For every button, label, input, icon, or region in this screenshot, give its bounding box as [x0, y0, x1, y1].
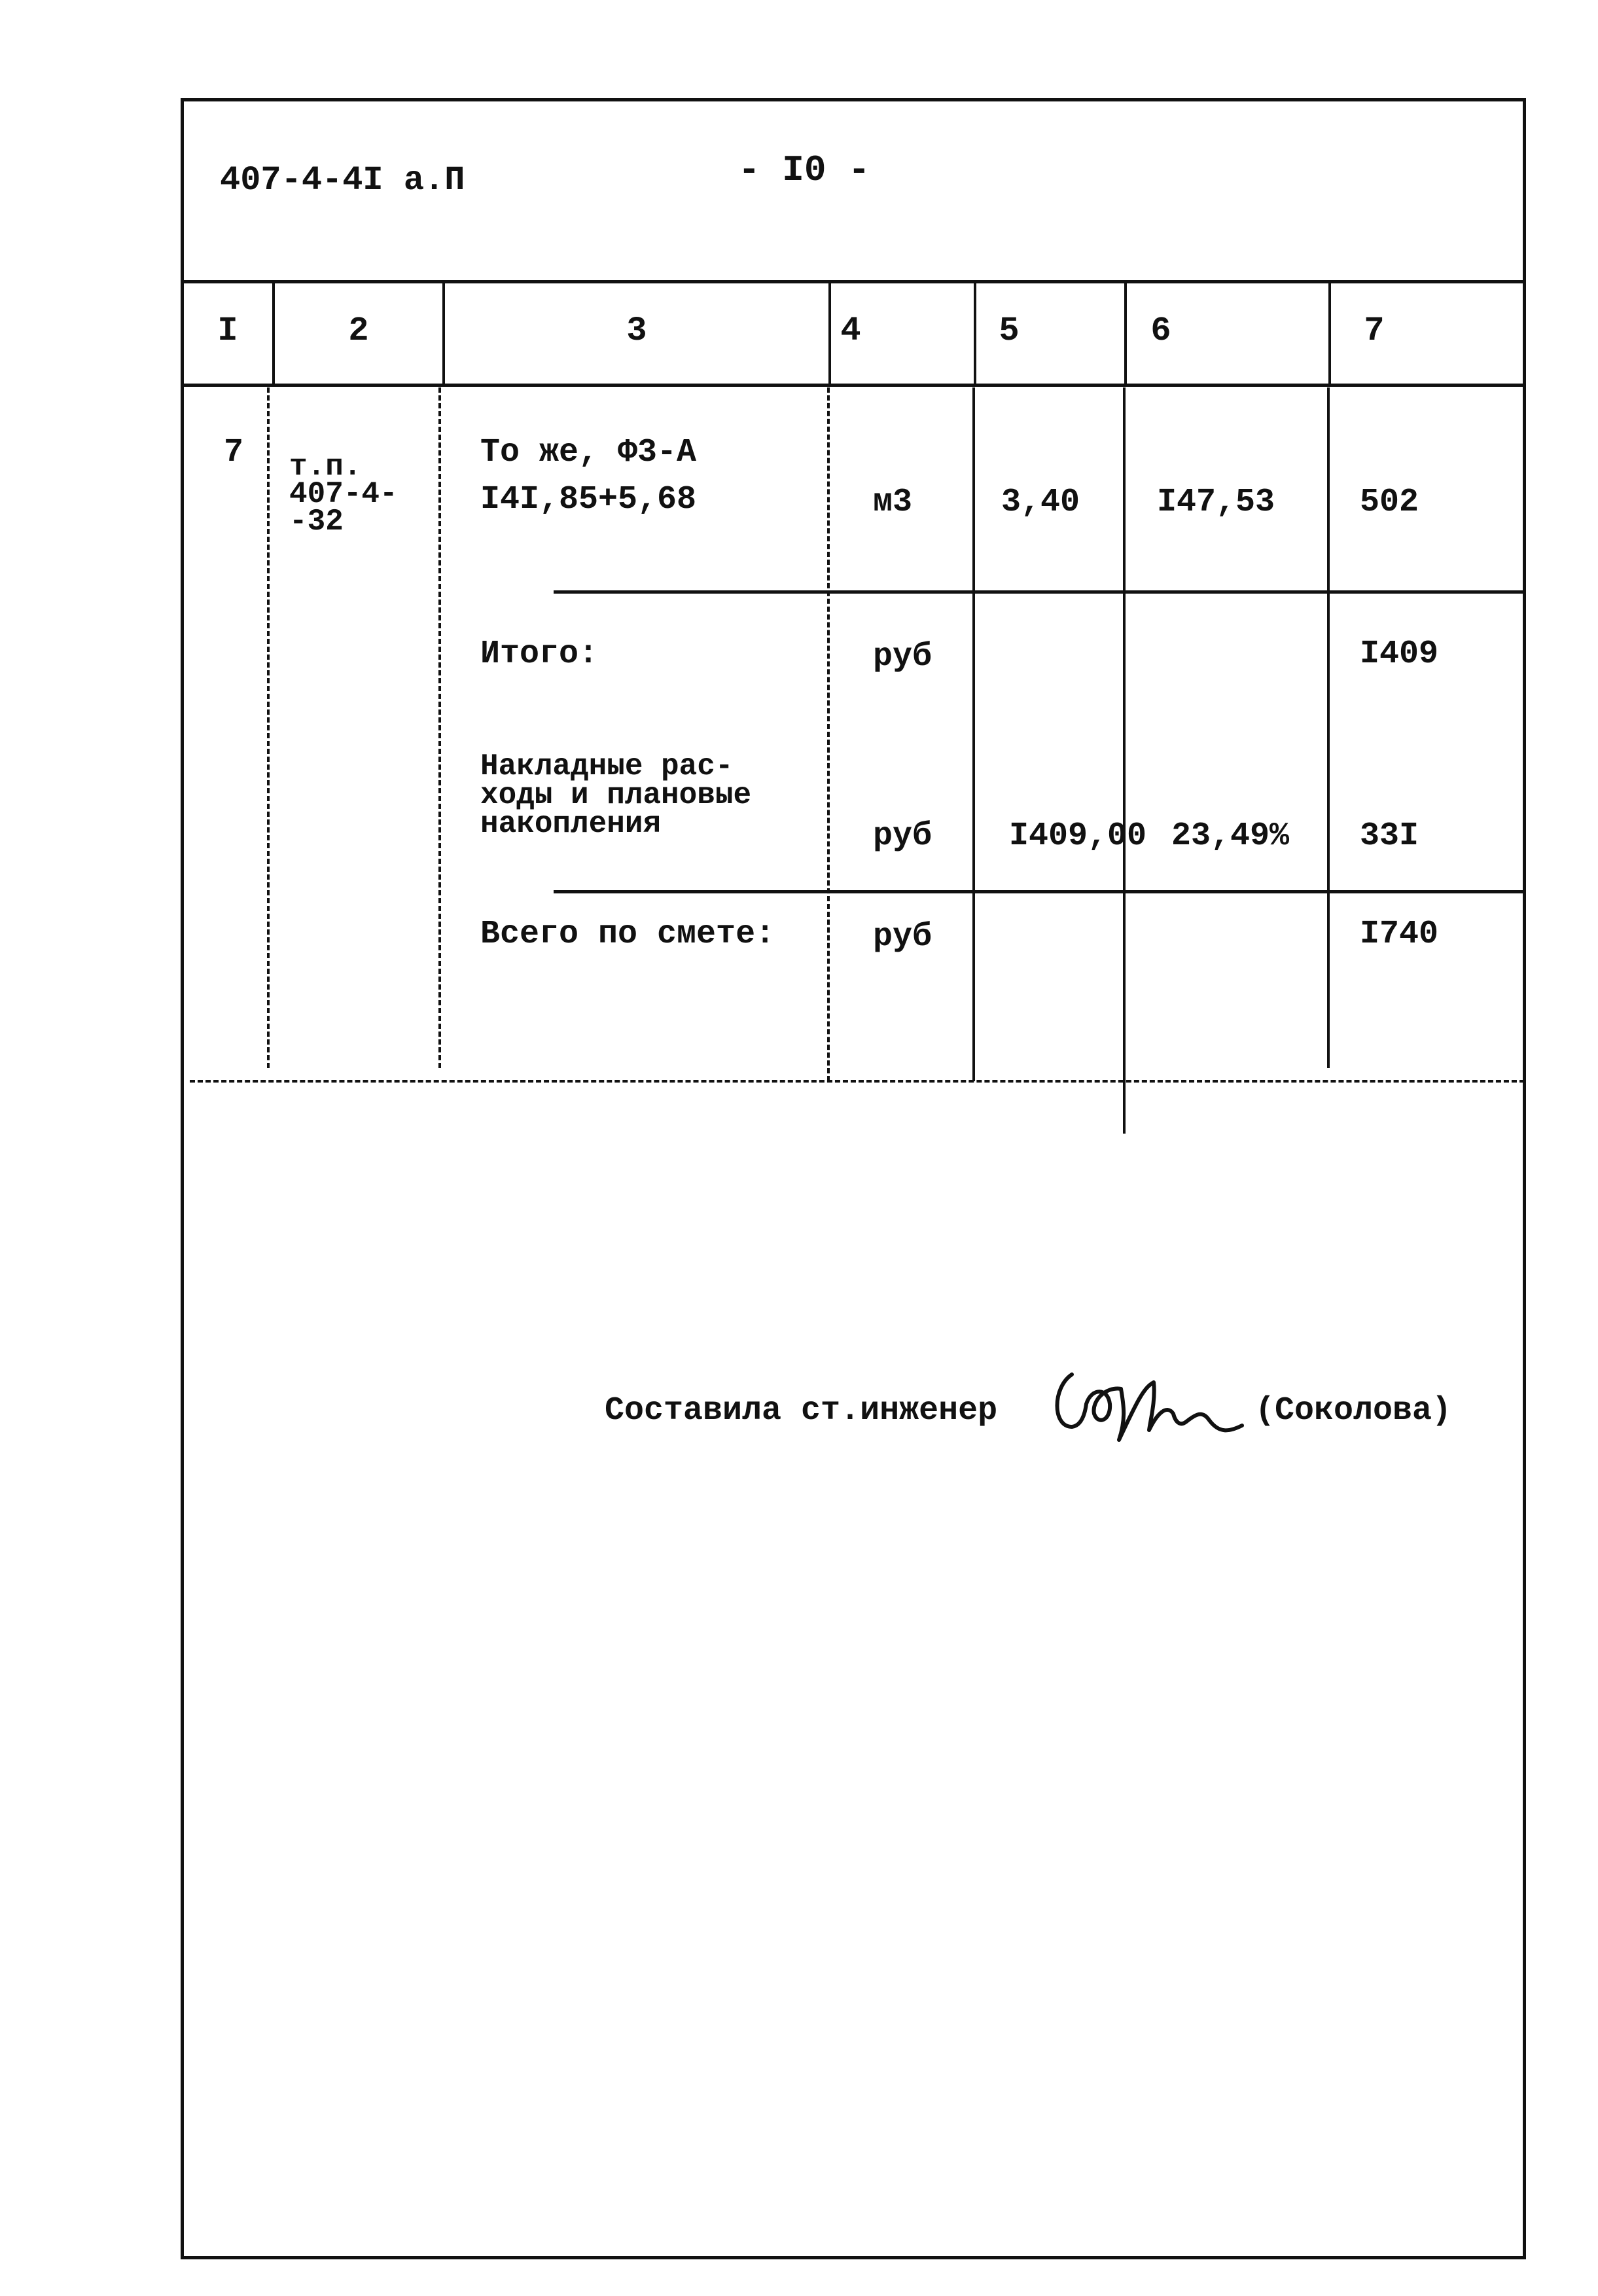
subtotal-label: Итого: — [480, 636, 599, 673]
col-header-4: 4 — [840, 312, 861, 350]
overhead-rate: 23,49% — [1171, 817, 1290, 855]
signature-caption: Составила ст.инженер — [605, 1392, 998, 1429]
signatory-name: (Соколова) — [1255, 1392, 1452, 1429]
table-bottom-rule — [190, 1080, 1525, 1083]
col-header-6: 6 — [1150, 312, 1171, 350]
body-col-sep-3 — [827, 387, 830, 1081]
overhead-total: 33I — [1360, 817, 1419, 855]
overhead-label-line-2: ходы и плановые — [480, 778, 752, 812]
grand-total-rule — [554, 890, 1526, 893]
table-header-rule — [181, 384, 1526, 387]
row-quantity: 3,40 — [1001, 484, 1080, 521]
col-header-1: I — [217, 312, 238, 350]
document-code: 407-4-4I а.П — [220, 161, 465, 200]
row-description-line-2: I4I,85+5,68 — [480, 481, 697, 518]
row-unit-price: I47,53 — [1157, 484, 1275, 521]
page-frame — [181, 98, 1526, 2259]
body-col-sep-6 — [1327, 387, 1330, 1068]
col-header-5: 5 — [999, 312, 1020, 350]
subtotal-total: I409 — [1360, 636, 1439, 673]
body-col-sep-2 — [438, 387, 441, 1068]
col-header-2: 2 — [348, 312, 369, 350]
col-header-7: 7 — [1364, 312, 1385, 350]
row-ref-line-3: -32 — [289, 505, 344, 539]
body-col-sep-1 — [267, 387, 270, 1068]
row-unit: м3 — [873, 484, 913, 521]
overhead-unit: руб — [873, 817, 932, 855]
body-col-sep-4 — [972, 387, 975, 1081]
grand-total-unit: руб — [873, 918, 932, 956]
subtotal-unit: руб — [873, 638, 932, 675]
overhead-label-line-1: Накладные рас- — [480, 749, 734, 783]
overhead-label-line-3: накопления — [480, 807, 662, 841]
overhead-base: I409,00 — [1009, 817, 1147, 855]
col-sep-5 — [1124, 281, 1127, 385]
col-sep-6 — [1328, 281, 1331, 385]
grand-total-label: Всего по смете: — [480, 916, 775, 953]
table-top-rule — [181, 280, 1526, 283]
col-sep-4 — [974, 281, 976, 385]
row-description-line-1: То же, Ф3-А — [480, 434, 697, 471]
page-number: - I0 - — [738, 149, 870, 191]
subtotal-rule — [554, 590, 1526, 594]
row-ref-line-1: т.п. — [289, 450, 362, 484]
col-header-3: 3 — [626, 312, 647, 350]
row-ref-line-2: 407-4- — [289, 477, 398, 511]
grand-total-total: I740 — [1360, 916, 1439, 953]
row-number: 7 — [224, 434, 244, 471]
handwritten-signature — [1046, 1348, 1262, 1453]
body-col-sep-5 — [1123, 387, 1126, 1134]
row-total: 502 — [1360, 484, 1419, 521]
